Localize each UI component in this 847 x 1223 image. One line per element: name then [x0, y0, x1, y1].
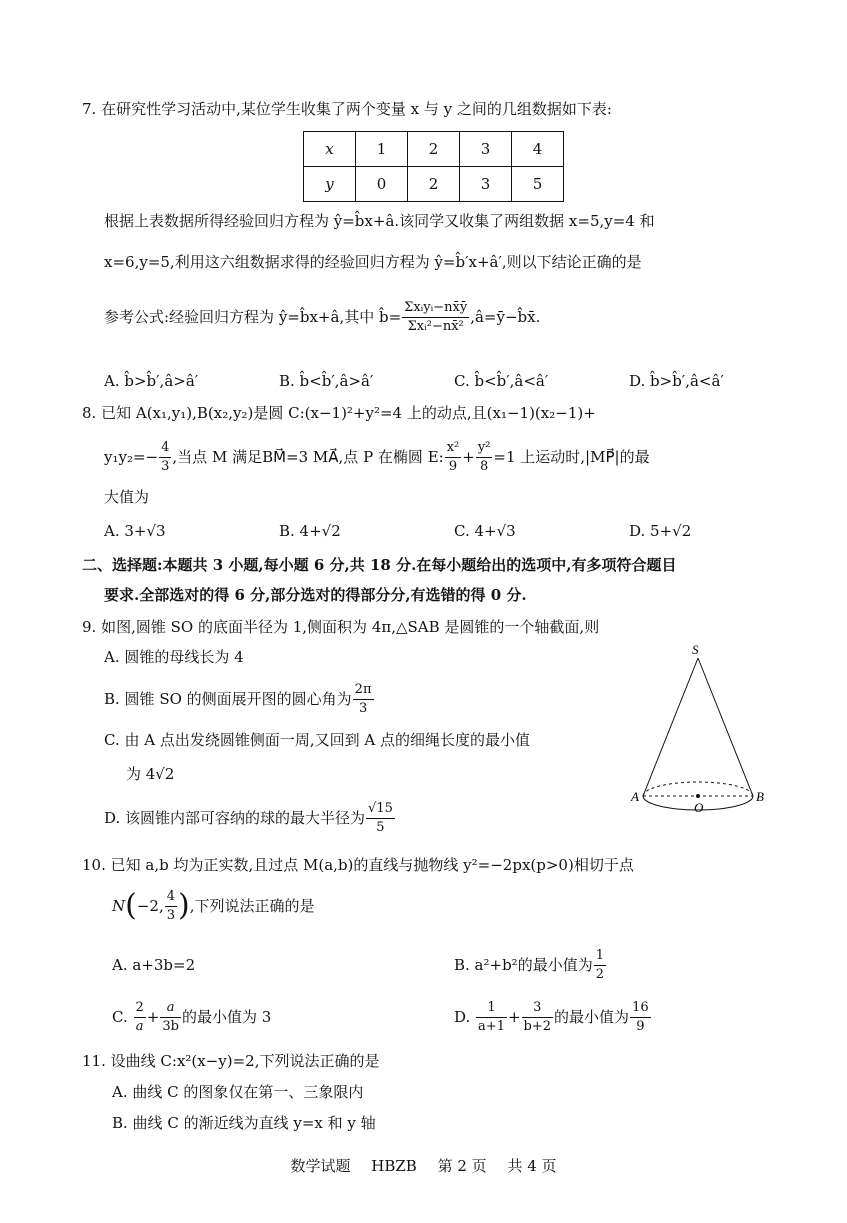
- table-cell: y: [304, 167, 356, 202]
- formula-numerator: Σxᵢyᵢ−nx̄ȳ: [402, 300, 469, 318]
- q10-line2-text: ,下列说法正确的是: [189, 897, 315, 915]
- numerator: 3: [522, 1000, 554, 1018]
- q10-number: 10.: [82, 856, 106, 874]
- option-letter: D.: [454, 1008, 471, 1027]
- cone-left-edge: [643, 658, 698, 796]
- q8-line2a: y₁y₂=−: [104, 448, 159, 467]
- formula-denominator: Σxᵢ²−nx̄²: [407, 318, 464, 334]
- option-letter: C.: [112, 1008, 128, 1027]
- q8-option-c: C. 4+√3: [454, 522, 516, 540]
- q10-option-c-text: 的最小值为 3: [181, 1008, 272, 1027]
- plus-sign: +: [146, 1008, 160, 1027]
- numerator: 16: [630, 1000, 651, 1018]
- table-cell: 3: [460, 132, 512, 167]
- fraction-1-a1: [476, 1000, 507, 1034]
- label-o: O: [694, 800, 704, 815]
- q7-stem: [82, 102, 612, 117]
- q7-stem-text: 在研究性学习活动中,某位学生收集了两个变量 x 与 y 之间的几组数据如下表:: [101, 100, 612, 118]
- q9-option-d-text: D. 该圆锥内部可容纳的球的最大半径为: [104, 809, 366, 828]
- fraction-3-b2: [522, 1000, 554, 1034]
- numerator: 1: [476, 1000, 507, 1018]
- q8-line2b: ,当点 M 满足BM⃗=3 MA⃗,点 P 在椭圆 E:: [172, 448, 444, 467]
- label-b: B: [756, 789, 764, 804]
- q11-stem: [82, 1054, 380, 1069]
- q8-line3: 大值为: [104, 488, 150, 506]
- q9-option-b-fraction: [353, 682, 374, 716]
- q10-option-b: [454, 948, 607, 982]
- cone-right-edge: [698, 658, 753, 796]
- numerator: 4: [165, 889, 177, 907]
- label-s: S: [692, 642, 699, 657]
- q10-option-b-fraction: [594, 948, 606, 982]
- fraction-a-3b: [160, 1000, 181, 1034]
- numerator: 2π: [353, 682, 374, 700]
- page-footer: [0, 1155, 847, 1176]
- q10-option-b-text: B. a²+b²的最小值为: [454, 956, 593, 975]
- q11-stem-text: 设曲线 C:x²(x−y)=2,下列说法正确的是: [110, 1052, 380, 1070]
- q8-line2: [104, 440, 650, 474]
- label-a: A: [631, 789, 639, 804]
- q7-line2: 根据上表数据所得经验回归方程为 ŷ=b̂x+â.该同学又收集了两组数据 x=5,y=4 和: [104, 212, 655, 230]
- point-n-label: N: [112, 897, 126, 915]
- q7-option-a: A. b̂>b̂′,â>â′: [104, 372, 199, 390]
- cone-center-point: [696, 794, 700, 798]
- big-paren-right: ): [178, 888, 190, 923]
- denominator: 8: [479, 458, 489, 474]
- footer-page: 第 2 页: [437, 1157, 487, 1175]
- q9-number: 9.: [82, 618, 97, 636]
- table-row: [304, 132, 564, 167]
- numerator: a: [160, 1000, 181, 1018]
- q9-stem: [82, 620, 599, 635]
- cone-figure: [628, 640, 778, 820]
- table-cell: 3: [460, 167, 512, 202]
- q10-fraction-4-3: [165, 889, 177, 923]
- q8-number: 8.: [82, 404, 97, 422]
- q8-line1: [82, 406, 596, 421]
- numerator: 1: [594, 948, 606, 966]
- q11-option-a: A. 曲线 C 的图象仅在第一、三象限内: [112, 1083, 364, 1101]
- q8-option-a: A. 3+√3: [104, 522, 166, 540]
- q10-line2: [112, 888, 315, 924]
- numerator: x²: [445, 440, 462, 458]
- plus-sign: +: [507, 1008, 521, 1027]
- table-cell: 4: [512, 132, 564, 167]
- q8-fraction-y2-8: [476, 440, 493, 474]
- denominator: b+2: [523, 1018, 552, 1034]
- q8-fraction-x2-9: [445, 440, 462, 474]
- q10-line1-text: 已知 a,b 均为正实数,且过点 M(a,b)的直线与抛物线 y²=−2px(p>0)相切于点: [110, 856, 634, 874]
- q8-option-b: B. 4+√2: [279, 522, 341, 540]
- q10-option-d: [454, 1000, 652, 1034]
- table-cell: 0: [356, 167, 408, 202]
- q7-number: 7.: [82, 100, 97, 118]
- q11-option-b: B. 曲线 C 的渐近线为直线 y=x 和 y 轴: [112, 1114, 376, 1132]
- plus-sign: +: [462, 448, 475, 467]
- q11-number: 11.: [82, 1052, 106, 1070]
- table-row: [304, 167, 564, 202]
- q7-option-c: C. b̂<b̂′,â<â′: [454, 372, 549, 390]
- q8-line2c: =1 上运动时,|MP⃗|的最: [493, 448, 650, 467]
- numerator: √15: [366, 801, 395, 819]
- q8-line1-text: 已知 A(x₁,y₁),B(x₂,y₂)是圆 C:(x−1)²+y²=4 上的动点,且(x₁−1)(x₂−1)+: [101, 404, 596, 422]
- q8-option-d: D. 5+√2: [629, 522, 692, 540]
- section2-header-line1: 二、选择题:本题共 3 小题,每小题 6 分,共 18 分.在每小题给出的选项中,有多项符合题目: [82, 556, 677, 574]
- q7-option-d: D. b̂>b̂′,â<â′: [629, 372, 724, 390]
- q9-option-c-line2: 为 4√2: [126, 765, 175, 783]
- cone-base-back: [643, 782, 753, 796]
- denominator: 3: [161, 458, 170, 474]
- denominator: a+1: [478, 1018, 505, 1034]
- q10-line1: [82, 858, 634, 873]
- footer-code: HBZB: [371, 1157, 417, 1175]
- footer-subject: 数学试题: [290, 1157, 351, 1175]
- formula-suffix: ,â=ȳ−b̂x̄.: [470, 308, 541, 327]
- denominator: 9: [448, 458, 458, 474]
- denominator: a: [135, 1018, 144, 1034]
- q9-stem-text: 如图,圆锥 SO 的底面半径为 1,侧面积为 4π,△SAB 是圆锥的一个轴截面,则: [101, 618, 600, 636]
- table-cell: 1: [356, 132, 408, 167]
- denominator: 3b: [162, 1018, 179, 1034]
- q7-reference-formula: [104, 300, 540, 334]
- denominator: 5: [376, 819, 385, 835]
- section2-header-line2: 要求.全部选对的得 6 分,部分选对的得部分分,有选错的得 0 分.: [104, 586, 527, 604]
- table-cell: x: [304, 132, 356, 167]
- denominator: 2: [595, 966, 604, 982]
- denominator: 3: [166, 907, 176, 923]
- numerator: 4: [159, 440, 171, 458]
- denominator: 9: [636, 1018, 645, 1034]
- q9-option-c-line1: C. 由 A 点出发绕圆锥侧面一周,又回到 A 点的细绳长度的最小值: [104, 731, 530, 749]
- q10-option-d-text: 的最小值为: [554, 1008, 630, 1027]
- formula-prefix: 参考公式:经验回归方程为 ŷ=b̂x+â,其中 b̂=: [104, 308, 402, 327]
- fraction-2-a: [134, 1000, 146, 1034]
- q7-line3: x=6,y=5,利用这六组数据求得的经验回归方程为 ŷ=b̂′x+â′,则以下结论正确的是: [104, 253, 642, 271]
- fraction-16-9: [630, 1000, 651, 1034]
- q7-option-b: B. b̂<b̂′,â>â′: [279, 372, 374, 390]
- denominator: 3: [358, 700, 368, 716]
- q9-option-a: A. 圆锥的母线长为 4: [104, 648, 244, 666]
- q8-fraction-4-3: [159, 440, 171, 474]
- point-n-x: −2,: [136, 897, 164, 915]
- q10-option-c: [112, 1000, 271, 1034]
- q9-option-b-text: B. 圆锥 SO 的侧面展开图的圆心角为: [104, 690, 352, 709]
- footer-total: 共 4 页: [507, 1157, 557, 1175]
- numerator: 2: [134, 1000, 146, 1018]
- q7-data-table: [303, 131, 564, 202]
- q9-option-d: [104, 801, 396, 835]
- table-cell: 2: [408, 132, 460, 167]
- q10-option-a: A. a+3b=2: [112, 956, 196, 974]
- big-paren-left: (: [125, 888, 137, 923]
- table-cell: 5: [512, 167, 564, 202]
- table-cell: 2: [408, 167, 460, 202]
- formula-fraction: [402, 300, 469, 334]
- numerator: y²: [476, 440, 493, 458]
- q9-option-b: [104, 682, 375, 716]
- q9-option-d-fraction: [366, 801, 395, 835]
